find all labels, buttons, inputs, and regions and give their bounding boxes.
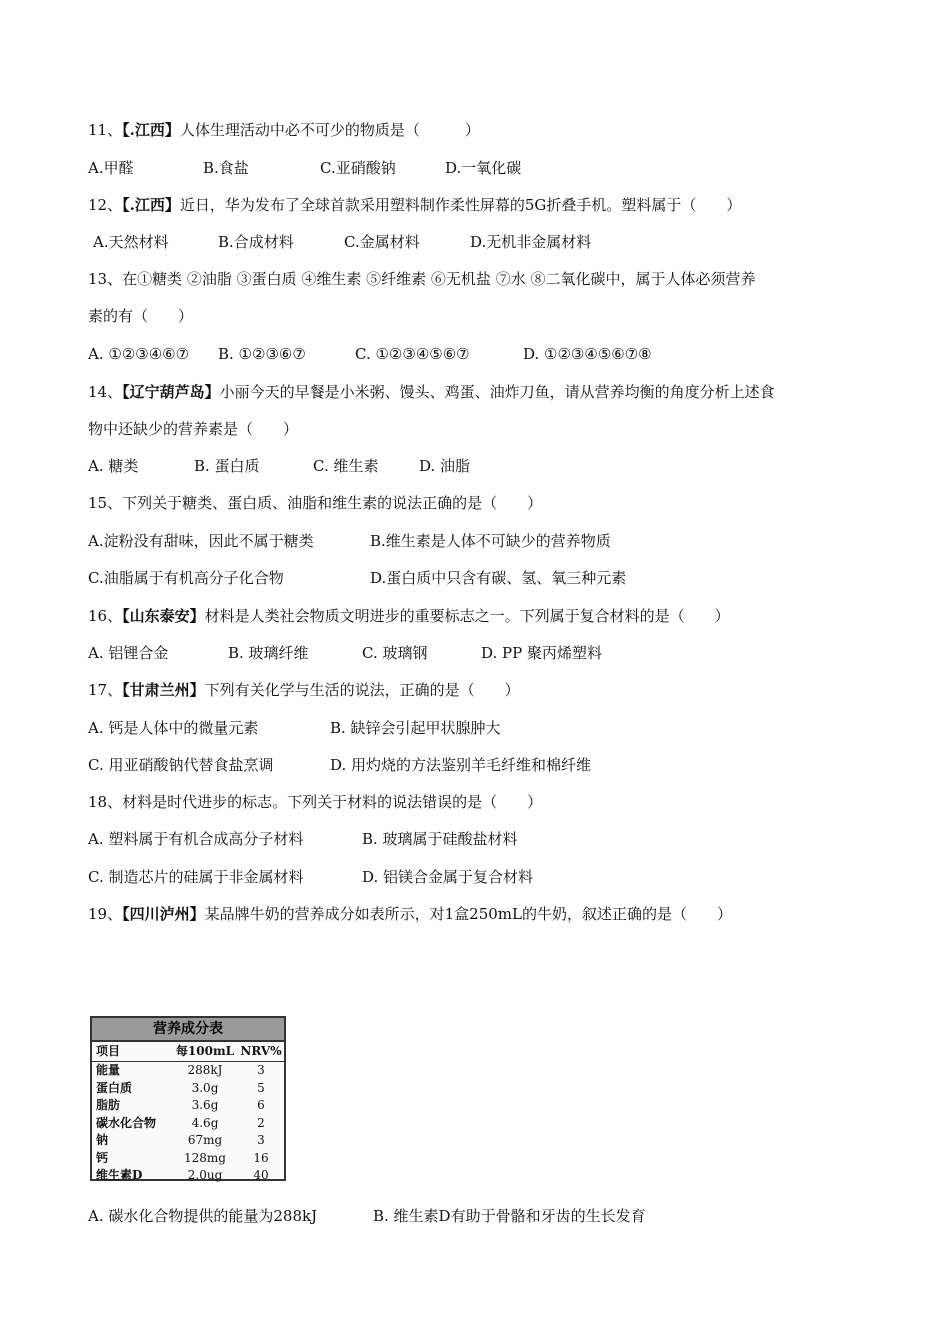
table-row — [92, 1097, 284, 1115]
source-tag: 【辽宁葫芦岛】 — [122, 383, 220, 401]
q15-option-c: C.油脂属于有机高分子化合物 — [88, 569, 284, 587]
nutrition-table-title: 营养成分表 — [92, 1018, 284, 1042]
header-nrv: NRV% — [240, 1044, 282, 1058]
row-item: 维生素D — [96, 1168, 143, 1182]
table-row — [92, 1132, 284, 1150]
q15-option-b: B.维生素是人体不可缺少的营养物质 — [370, 532, 611, 550]
q13-option-b: B. ①②③⑥⑦ — [218, 345, 306, 363]
q11-option-a: A.甲醛 — [88, 159, 134, 177]
row-nrv: 16 — [253, 1150, 269, 1165]
source-tag: 【四川泸州】 — [122, 905, 205, 923]
q17-option-d: D. 用灼烧的方法鉴别羊毛纤维和棉纤维 — [330, 756, 592, 774]
q14-option-d: D. 油脂 — [419, 457, 471, 475]
q11-option-d: D.一氧化碳 — [445, 159, 522, 177]
q12-option-d: D.无机非金属材料 — [470, 233, 592, 251]
table-row — [92, 1167, 284, 1185]
row-item: 钠 — [96, 1133, 109, 1147]
q16-option-d: D. PP 聚丙烯塑料 — [481, 644, 602, 662]
q11-option-b: B.食盐 — [203, 159, 249, 177]
q18-option-d: D. 铝镁合金属于复合材料 — [362, 868, 534, 886]
row-item: 脂肪 — [96, 1098, 121, 1112]
question-18-stem: 18、材料是时代进步的标志。下列关于材料的说法错误的是（ ） — [88, 793, 543, 811]
q18-option-a: A. 塑料属于有机合成高分子材料 — [88, 830, 304, 848]
table-row — [92, 1150, 284, 1168]
q11-option-c: C.亚硝酸钠 — [320, 159, 396, 177]
q16-option-c: C. 玻璃钢 — [362, 644, 428, 662]
row-nrv: 2 — [257, 1115, 265, 1130]
question-13-stem: 13、在①糖类 ②油脂 ③蛋白质 ④维生素 ⑤纤维素 ⑥无机盐 ⑦水 ⑧二氧化碳中，属于人体必须营养 — [88, 270, 756, 288]
question-15-stem: 15、下列关于糖类、蛋白质、油脂和维生素的说法正确的是（ ） — [88, 494, 543, 512]
q12-option-a: A.天然材料 — [93, 233, 169, 251]
row-nrv: 3 — [257, 1133, 265, 1147]
q14-option-a: A. 糖类 — [88, 457, 139, 475]
q17-option-b: B. 缺锌会引起甲状腺肿大 — [330, 719, 501, 737]
source-tag: 【山东泰安】 — [122, 607, 205, 625]
row-item: 碳水化合物 — [96, 1115, 157, 1130]
q16-option-b: B. 玻璃纤维 — [228, 644, 309, 662]
q18-option-c: C. 制造芯片的硅属于非金属材料 — [88, 868, 304, 886]
question-14-stem-cont: 物中还缺少的营养素是（ ） — [88, 420, 299, 438]
q13-option-a: A. ①②③④⑥⑦ — [88, 345, 190, 363]
source-tag: 【.江西】 — [122, 196, 180, 214]
header-per-100ml: 每100mL — [175, 1044, 235, 1058]
question-17-stem: 17、【甘肃兰州】下列有关化学与生活的说法，正确的是（ ） — [88, 681, 520, 699]
q13-option-c: C. ①②③④⑤⑥⑦ — [355, 345, 470, 363]
q16-option-a: A. 铝锂合金 — [88, 644, 169, 662]
question-14-stem: 14、【辽宁葫芦岛】小丽今天的早餐是小米粥、馒头、鸡蛋、油炸刀鱼，请从营养均衡的角度分析上述食 — [88, 383, 775, 401]
source-tag: 【甘肃兰州】 — [122, 681, 205, 699]
row-amount: 67mg — [187, 1133, 223, 1147]
header-item: 项目 — [96, 1044, 121, 1058]
row-nrv: 3 — [257, 1063, 265, 1077]
q14-option-b: B. 蛋白质 — [194, 457, 260, 475]
nutrition-table — [90, 1016, 286, 1181]
row-amount: 4.6g — [191, 1115, 219, 1130]
row-amount: 3.6g — [191, 1098, 219, 1112]
question-13-stem-cont: 素的有（ ） — [88, 307, 194, 325]
q19-option-b: B. 维生素D有助于骨骼和牙齿的生长发育 — [373, 1207, 646, 1225]
q14-option-c: C. 维生素 — [313, 457, 379, 475]
q13-option-d: D. ①②③④⑤⑥⑦⑧ — [523, 345, 652, 363]
row-nrv: 6 — [257, 1098, 265, 1112]
row-item: 蛋白质 — [96, 1080, 133, 1095]
source-tag: 【.江西】 — [122, 121, 180, 139]
row-amount: 128mg — [184, 1150, 226, 1165]
q19-option-a: A. 碳水化合物提供的能量为288kJ — [88, 1207, 318, 1225]
table-row — [92, 1115, 284, 1133]
row-item: 能量 — [96, 1063, 121, 1077]
q12-option-c: C.金属材料 — [344, 233, 420, 251]
nutrition-table-header — [92, 1042, 284, 1062]
question-12-stem: 12、【.江西】近日，华为发布了全球首款采用塑料制作柔性屏幕的5G折叠手机。塑料属于（ ） — [88, 196, 742, 214]
table-row — [92, 1062, 284, 1080]
q15-option-a: A.淀粉没有甜味，因此不属于糖类 — [88, 532, 314, 550]
row-nrv: 5 — [257, 1080, 265, 1095]
row-amount: 3.0g — [191, 1080, 219, 1095]
question-11-stem: 11、【.江西】人体生理活动中必不可少的物质是（ ） — [88, 121, 480, 139]
row-amount: 2.0ug — [187, 1168, 223, 1182]
question-16-stem: 16、【山东泰安】材料是人类社会物质文明进步的重要标志之一。下列属于复合材料的是（ ） — [88, 607, 730, 625]
question-19-stem: 19、【四川泸州】某品牌牛奶的营养成分如表所示，对1盒250mL的牛奶，叙述正确的是（ ） — [88, 905, 732, 923]
q12-option-b: B.合成材料 — [218, 233, 294, 251]
row-item: 钙 — [96, 1150, 109, 1165]
q18-option-b: B. 玻璃属于硅酸盐材料 — [362, 830, 518, 848]
row-nrv: 40 — [253, 1168, 269, 1182]
q17-option-a: A. 钙是人体中的微量元素 — [88, 719, 259, 737]
q17-option-c: C. 用亚硝酸钠代替食盐烹调 — [88, 756, 274, 774]
row-amount: 288kJ — [187, 1063, 223, 1077]
q15-option-d: D.蛋白质中只含有碳、氢、氧三种元素 — [370, 569, 627, 587]
table-row — [92, 1080, 284, 1098]
